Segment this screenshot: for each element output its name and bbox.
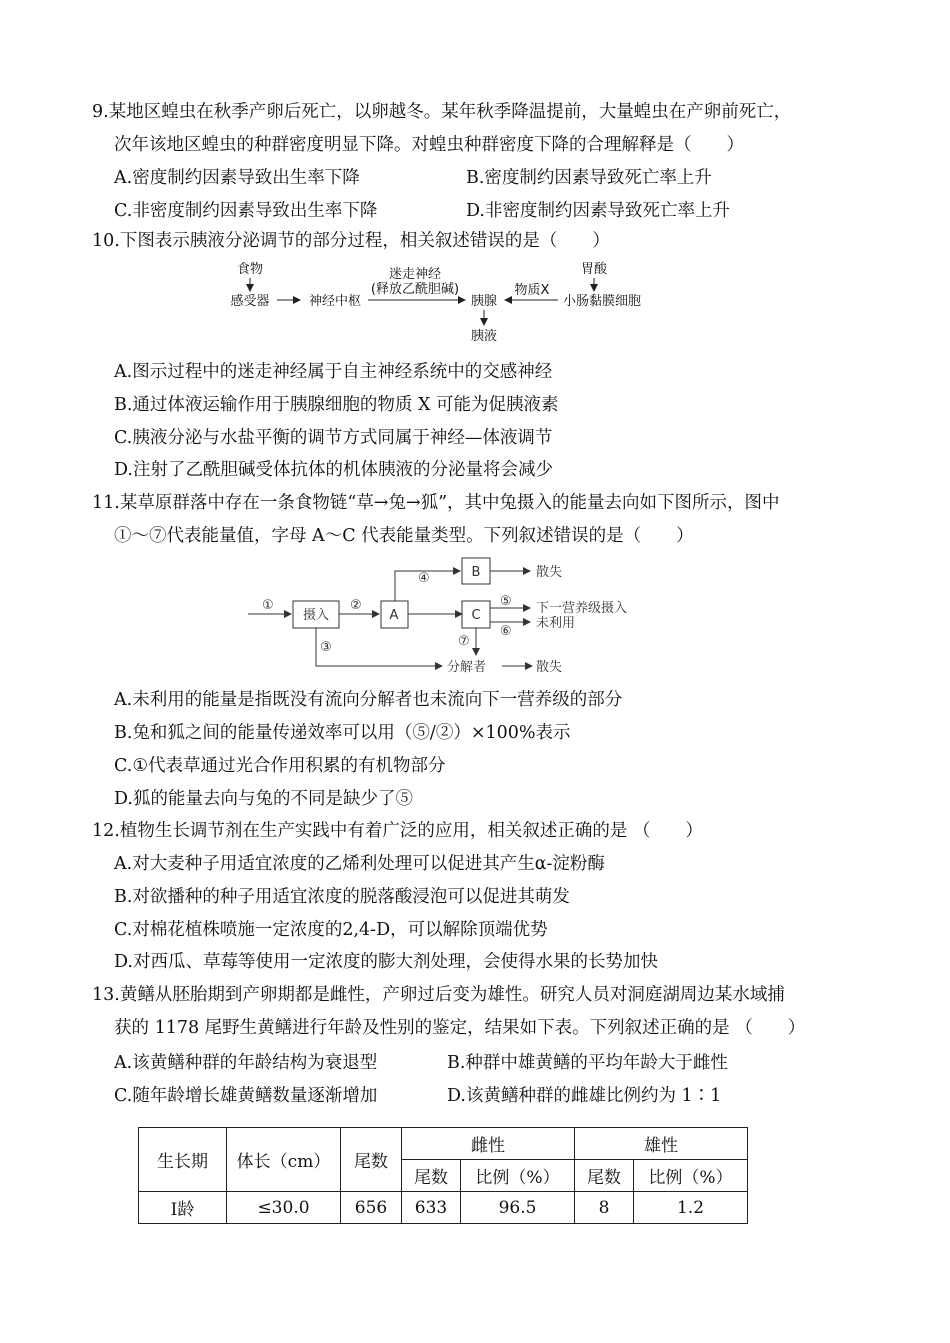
cell-length: ≤30.0 bbox=[227, 1192, 341, 1224]
q11-stem-line2: ①～⑦代表能量值，字母 A～C 代表能量类型。下列叙述错误的是（ ） bbox=[114, 526, 694, 546]
label-circle-4: ④ bbox=[418, 571, 430, 586]
q9-option-b: B.密度制约因素导致死亡率上升 bbox=[466, 168, 712, 188]
label-next-level: 下一营养级摄入 bbox=[536, 601, 628, 616]
q10-option-b: B.通过体液运输作用于胰腺细胞的物质 X 可能为促胰液素 bbox=[114, 395, 559, 415]
diagram-substance-x: 物质X bbox=[514, 283, 550, 298]
label-loss-2: 散失 bbox=[536, 660, 563, 675]
q11-option-b: B.兔和狐之间的能量传递效率可以用（⑤/②）×100%表示 bbox=[114, 723, 571, 743]
q10-option-c: C.胰液分泌与水盐平衡的调节方式同属于神经—体液调节 bbox=[114, 428, 553, 448]
header-period: 生长期 bbox=[139, 1128, 227, 1192]
label-c: C bbox=[471, 608, 481, 623]
cell-male-count: 8 bbox=[575, 1192, 634, 1224]
q12-option-c: C.对棉花植株喷施一定浓度的2,4-D，可以解除顶端优势 bbox=[114, 920, 548, 940]
diagram-pancreas: 胰腺 bbox=[470, 294, 498, 309]
q12-option-d: D.对西瓜、草莓等使用一定浓度的膨大剂处理，会使得水果的长势加快 bbox=[114, 952, 658, 972]
q10-option-d: D.注射了乙酰胆碱受体抗体的机体胰液的分泌量将会减少 bbox=[114, 460, 553, 480]
label-intake: 摄入 bbox=[302, 608, 330, 623]
q12-option-a: A.对大麦种子用适宜浓度的乙烯利处理可以促进其产生α-淀粉酶 bbox=[114, 854, 605, 874]
label-decomposer: 分解者 bbox=[447, 660, 487, 675]
cell-male-ratio: 1.2 bbox=[634, 1192, 748, 1224]
diagram-nerve-center: 神经中枢 bbox=[308, 294, 362, 309]
diagram-receptor: 感受器 bbox=[230, 294, 270, 309]
q11-option-d: D.狐的能量去向与兔的不同是缺少了⑤ bbox=[114, 789, 413, 809]
diagram-vagus-nerve: 迷走神经 bbox=[388, 267, 442, 282]
header-female: 雌性 bbox=[402, 1128, 575, 1160]
label-circle-1: ① bbox=[262, 598, 274, 613]
label-circle-7: ⑦ bbox=[458, 634, 470, 649]
label-unused: 未利用 bbox=[536, 616, 576, 631]
q13-option-c: C.随年龄增长雄黄鳝数量逐渐增加 bbox=[114, 1086, 378, 1106]
energy-flow-diagram bbox=[240, 552, 660, 682]
label-circle-6: ⑥ bbox=[500, 624, 512, 639]
cell-female-count: 633 bbox=[402, 1192, 461, 1224]
label-b: B bbox=[471, 565, 481, 580]
header-female-ratio: 比例（%） bbox=[461, 1160, 575, 1192]
q11-stem-line1: 11.某草原群落中存在一条食物链“草→兔→狐”，其中兔摄入的能量去向如下图所示，图中 bbox=[92, 493, 780, 513]
q10-option-a: A.图示过程中的迷走神经属于自主神经系统中的交感神经 bbox=[114, 362, 553, 382]
q12-option-b: B.对欲播种的种子用适宜浓度的脱落酸浸泡可以促进其萌发 bbox=[114, 887, 570, 907]
table-header-row bbox=[139, 1128, 748, 1160]
cell-period: Ⅰ龄 bbox=[139, 1192, 227, 1224]
header-male-ratio: 比例（%） bbox=[634, 1160, 748, 1192]
q11-option-a: A.未利用的能量是指既没有流向分解者也未流向下一营养级的部分 bbox=[114, 690, 623, 710]
q10-stem-line1: 10.下图表示胰液分泌调节的部分过程，相关叙述错误的是（ ） bbox=[92, 231, 610, 251]
diagram-acid: 胃酸 bbox=[580, 262, 608, 277]
pancreas-regulation-diagram bbox=[220, 258, 660, 348]
q9-option-a: A.密度制约因素导致出生率下降 bbox=[114, 168, 360, 188]
q13-option-a: A.该黄鳝种群的年龄结构为衰退型 bbox=[114, 1053, 378, 1073]
cell-count: 656 bbox=[341, 1192, 402, 1224]
header-male: 雄性 bbox=[575, 1128, 748, 1160]
q13-stem-line2: 获的 1178 尾野生黄鳝进行年龄及性别的鉴定，结果如下表。下列叙述正确的是 （ ） bbox=[114, 1018, 806, 1038]
header-male-count: 尾数 bbox=[575, 1160, 634, 1192]
diagram-intestine-cells: 小肠黏膜细胞 bbox=[562, 294, 642, 309]
q9-stem-line1: 9.某地区蝗虫在秋季产卵后死亡，以卵越冬。某年秋季降温提前，大量蝗虫在产卵前死亡， bbox=[92, 102, 792, 122]
q13-option-d: D.该黄鳝种群的雌雄比例约为 1∶1 bbox=[447, 1086, 722, 1106]
eel-age-sex-table bbox=[138, 1127, 748, 1224]
cell-female-ratio: 96.5 bbox=[461, 1192, 575, 1224]
q9-option-c: C.非密度制约因素导致出生率下降 bbox=[114, 201, 378, 221]
q13-option-b: B.种群中雄黄鳝的平均年龄大于雌性 bbox=[447, 1053, 728, 1073]
table-row bbox=[139, 1192, 748, 1224]
q13-stem-line1: 13.黄鳝从胚胎期到产卵期都是雌性，产卵过后变为雄性。研究人员对洞庭湖周边某水域捕 bbox=[92, 985, 785, 1005]
q12-stem-line1: 12.植物生长调节剂在生产实践中有着广泛的应用，相关叙述正确的是 （ ） bbox=[92, 821, 703, 841]
header-length: 体长（cm） bbox=[227, 1128, 341, 1192]
header-count: 尾数 bbox=[341, 1128, 402, 1192]
q11-option-c: C.①代表草通过光合作用积累的有机物部分 bbox=[114, 756, 446, 776]
diagram-food: 食物 bbox=[236, 262, 264, 277]
header-female-count: 尾数 bbox=[402, 1160, 461, 1192]
label-circle-2: ② bbox=[350, 598, 362, 613]
q9-stem-line2: 次年该地区蝗虫的种群密度明显下降。对蝗虫种群密度下降的合理解释是（ ） bbox=[114, 135, 744, 155]
label-loss-1: 散失 bbox=[536, 565, 563, 580]
q9-option-d: D.非密度制约因素导致死亡率上升 bbox=[466, 201, 730, 221]
label-circle-3: ③ bbox=[320, 640, 332, 655]
label-circle-5: ⑤ bbox=[500, 594, 512, 609]
label-a: A bbox=[389, 608, 399, 623]
diagram-ach-release: (释放乙酰胆碱) bbox=[370, 282, 460, 297]
diagram-pancreatic-juice: 胰液 bbox=[470, 329, 498, 344]
